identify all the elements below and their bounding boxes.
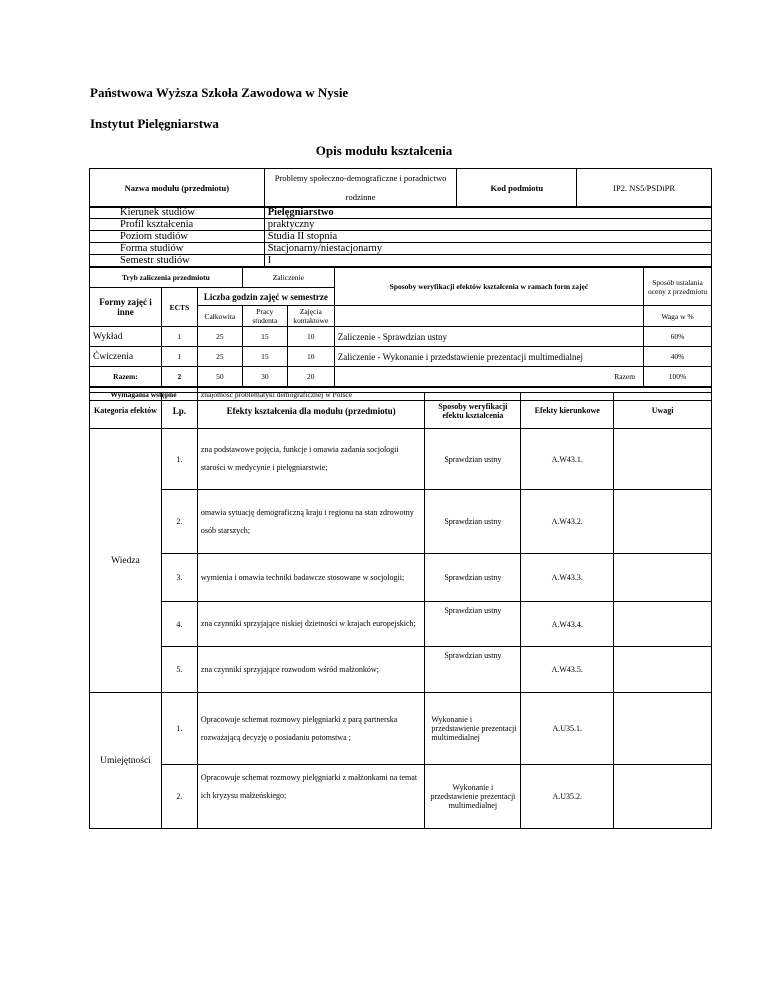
zajecia-label: Zajęcia kontaktowe: [287, 306, 334, 327]
tryb-label: Tryb zaliczenia przedmiotu: [90, 268, 243, 288]
page-title: Opis modułu kształcenia: [315, 143, 453, 158]
effect-lp: 2.: [161, 765, 197, 829]
module-name-label: Nazwa modułu (przedmiotu): [90, 169, 265, 208]
sum-weight: 100%: [644, 367, 712, 387]
institute-name: Instytut Pielęgniarstwa: [90, 116, 219, 131]
effect-method: Sprawdzian ustny: [425, 429, 521, 490]
effect-method: Wykonanie i przedstawienie prezentacji multimedialnej: [425, 693, 521, 765]
effect-lp: 5.: [161, 647, 197, 693]
table-row: [90, 429, 712, 490]
form-student: 15: [242, 347, 287, 367]
table-row: [90, 347, 712, 367]
effect-lp: 2.: [161, 490, 197, 554]
sum-total: 50: [197, 367, 242, 387]
col-kategoria: Kategoria efektów: [90, 393, 162, 429]
effect-code: A.W43.3.: [521, 554, 614, 602]
curr-value: Studia II stopnia: [264, 231, 711, 243]
sum-contact: 20: [287, 367, 334, 387]
liczba-godzin-label: Liczba godzin zajęć w semestrze: [197, 288, 334, 306]
effect-lp: 4.: [161, 602, 197, 647]
effect-code: A.W43.1.: [521, 429, 614, 490]
col-efekty: Efekty kształcenia dla modułu (przedmiotu): [197, 393, 425, 429]
sum-row: [90, 367, 712, 387]
category-umiejetnosci: Umiejętności: [90, 693, 162, 829]
form-contact: 10: [287, 327, 334, 347]
curr-value: praktyczny: [264, 219, 711, 231]
curr-value: I: [264, 255, 711, 267]
col-kier: Efekty kierunkowe: [521, 393, 614, 429]
formy-label: Formy zajęć i inne: [90, 288, 162, 327]
effect-text: zna czynniki sprzyjające niskiej dzietności w krajach europejskich;: [197, 602, 425, 647]
forms-table: [89, 267, 712, 387]
form-name: Ćwiczenia: [90, 347, 162, 367]
effect-code: A.W43.4.: [521, 602, 614, 647]
curr-label: Profil kształcenia: [90, 219, 265, 231]
form-total: 25: [197, 347, 242, 367]
ects-label: ECTS: [161, 288, 197, 327]
effect-text: omawia sytuację demograficzną kraju i regionu na stan zdrowotny osób starszych;: [197, 490, 425, 554]
form-method: Zaliczenie - Sprawdzian ustny: [334, 327, 643, 347]
effect-code: A.U35.1.: [521, 693, 614, 765]
curr-label: Semestr studiów: [90, 255, 265, 267]
form-total: 25: [197, 327, 242, 347]
effect-text: wymienia i omawia techniki badawcze stosowane w socjologii;: [197, 554, 425, 602]
effect-method: Sprawdzian ustny: [425, 490, 521, 554]
form-ects: 1: [161, 347, 197, 367]
effect-lp: 3.: [161, 554, 197, 602]
col-uwagi: Uwagi: [614, 393, 712, 429]
tryb-value: Zaliczenie: [242, 268, 334, 288]
sum-razem: Razem: [334, 367, 643, 387]
curr-label: Poziom studiów: [90, 231, 265, 243]
effect-method: Sprawdzian ustny: [425, 554, 521, 602]
form-name: Wykład: [90, 327, 162, 347]
requirements-value: znajomość problematyki demograficznej w Polsce: [197, 388, 711, 401]
curr-label: Forma studiów: [90, 243, 265, 255]
effect-text: Opracowuje schemat rozmowy pielęgniarki z parą partnerska rozważającą decyzję o posiadaniu potomstwa ;: [197, 693, 425, 765]
sum-ects: 2: [161, 367, 197, 387]
table-row: [90, 490, 712, 554]
effects-table: [89, 392, 712, 829]
table-row: [90, 327, 712, 347]
waga-label: Waga w %: [644, 306, 712, 327]
effect-method: Sprawdzian ustny: [425, 602, 521, 647]
form-student: 15: [242, 327, 287, 347]
sum-student: 30: [242, 367, 287, 387]
pracy-label: Pracy studenta: [242, 306, 287, 327]
effect-code: A.W43.2.: [521, 490, 614, 554]
curr-value: Pielęgniarstwo: [264, 207, 711, 219]
effect-lp: 1.: [161, 429, 197, 490]
effect-text: Opracowuje schemat rozmowy pielęgniarki z małżonkami na temat ich kryzysu małżeńskiego;: [197, 765, 425, 829]
calkowita-label: Całkowita: [197, 306, 242, 327]
effect-text: zna podstawowe pojęcia, funkcje i omawia zadania socjologii starości w medycynie i pielęgniarstwie;: [197, 429, 425, 490]
curriculum-table: [89, 206, 712, 267]
sum-label: Razem:: [90, 367, 162, 387]
module-info-table: [89, 168, 712, 208]
category-wiedza: Wiedza: [90, 429, 162, 693]
sposob-ustalania: Sposób ustalania oceny z przedmiotu: [644, 268, 712, 306]
form-weight: 60%: [644, 327, 712, 347]
effect-code: A.U35.2.: [521, 765, 614, 829]
col-sposoby: Sposoby weryfikacji efektu kształcenia: [425, 393, 521, 429]
sposoby-label: Sposoby weryfikacji efektów kształcenia w ramach form zajęć: [334, 268, 643, 306]
module-code-value: IP2. NS5/PSDiPR: [577, 169, 712, 208]
table-row: [90, 647, 712, 693]
table-row: [90, 602, 712, 647]
curr-label: Kierunek studiów: [90, 207, 265, 219]
table-row: [90, 554, 712, 602]
school-name: Państwowa Wyższa Szkoła Zawodowa w Nysie: [90, 85, 349, 100]
table-row: [90, 693, 712, 765]
module-code-label: Kod podmiotu: [457, 169, 577, 208]
form-contact: 10: [287, 347, 334, 367]
effect-lp: 1.: [161, 693, 197, 765]
curr-value: Stacjonarny/niestacjonarny: [264, 243, 711, 255]
module-name-value: Problemy społeczno-demograficzne i poradnictwo rodzinne: [264, 169, 457, 208]
effect-method: Sprawdzian ustny: [425, 647, 521, 693]
form-ects: 1: [161, 327, 197, 347]
effect-text: zna czynniki sprzyjające rozwodom wśród małżonków;: [197, 647, 425, 693]
col-lp: Lp.: [161, 393, 197, 429]
form-weight: 40%: [644, 347, 712, 367]
table-row: [90, 765, 712, 829]
effect-code: A.W43.5.: [521, 647, 614, 693]
form-method: Zaliczenie - Wykonanie i przedstawienie prezentacji multimedialnej: [334, 347, 643, 367]
requirements-label: Wymagania wstępne: [90, 388, 198, 401]
effect-method: Wykonanie i przedstawienie prezentacji multimedialnej: [425, 765, 521, 829]
